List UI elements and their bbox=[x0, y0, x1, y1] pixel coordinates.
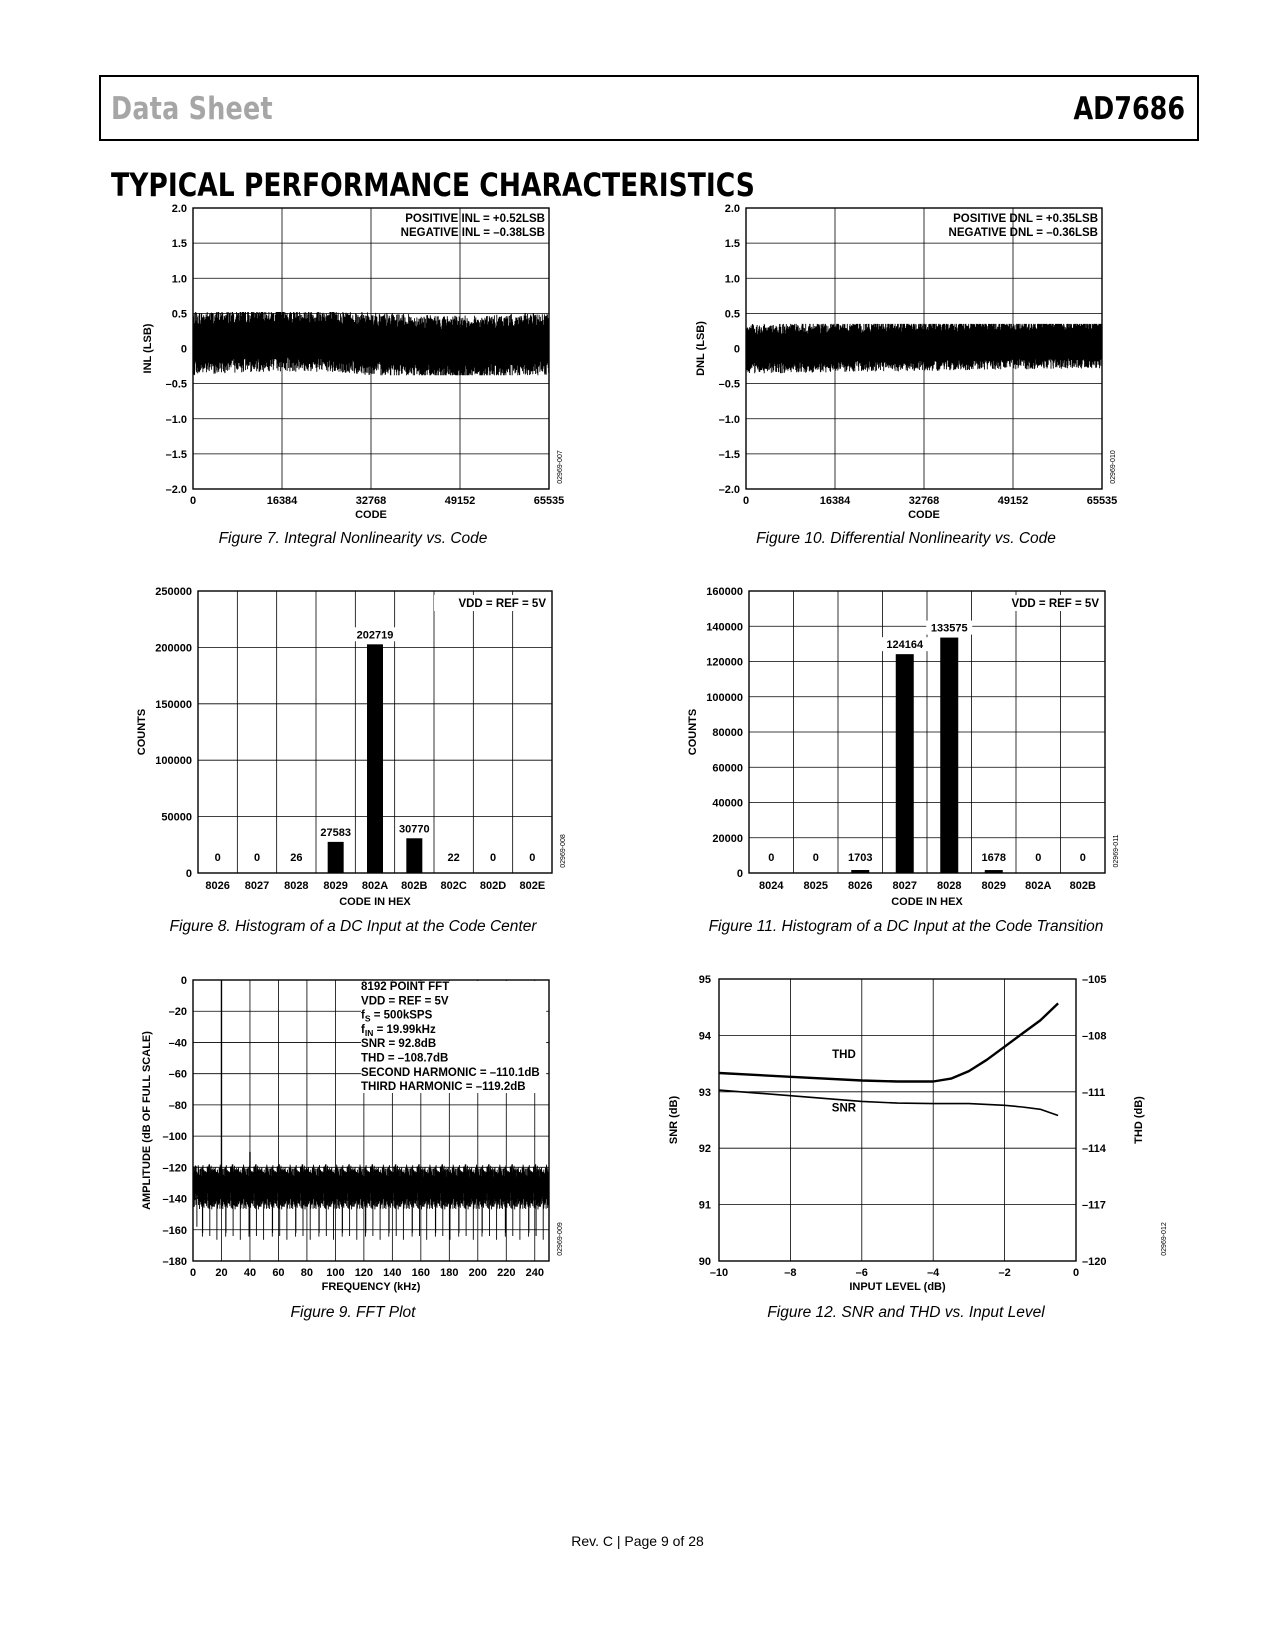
data-label: 0 bbox=[253, 852, 261, 864]
bar bbox=[406, 838, 422, 873]
figure-id-code: 02969-009 bbox=[557, 1222, 564, 1256]
x-tick-label: 160 bbox=[411, 1267, 431, 1279]
figure-7-caption: Figure 7. Integral Nonlinearity vs. Code bbox=[218, 530, 488, 547]
x-tick-label: 49152 bbox=[997, 495, 1029, 507]
data-label: 1678 bbox=[981, 852, 1006, 864]
y-tick-label: 92 bbox=[698, 1143, 711, 1156]
series-line bbox=[746, 324, 1102, 373]
y-axis-label: COUNTS bbox=[687, 708, 699, 756]
figure-8-caption: Figure 8. Histogram of a DC Input at the Code Center bbox=[169, 918, 537, 935]
y-tick-label: 200000 bbox=[155, 642, 192, 655]
x-tick-label: 802A bbox=[1025, 880, 1052, 892]
y-tick-label: 100000 bbox=[155, 755, 192, 768]
y-axis-label: COUNTS bbox=[136, 708, 148, 756]
figure-12-caption: Figure 12. SNR and THD vs. Input Level bbox=[767, 1304, 1045, 1321]
x-tick-label: 240 bbox=[525, 1267, 544, 1279]
y-tick-label: –80 bbox=[168, 1099, 187, 1112]
figure-11-caption: Figure 11. Histogram of a DC Input at the Code Transition bbox=[708, 918, 1104, 935]
bar bbox=[940, 638, 958, 873]
annotation-text: VDD = REF = 5V bbox=[1011, 598, 1099, 610]
page-header bbox=[99, 75, 1199, 141]
bar bbox=[851, 870, 869, 873]
y-tick-label: 93 bbox=[698, 1086, 711, 1099]
y-tick-label: –1.0 bbox=[165, 413, 187, 426]
x-tick-label: 8028 bbox=[284, 880, 309, 892]
y-tick-label: –180 bbox=[162, 1256, 187, 1268]
y-tick-label: –2.0 bbox=[165, 484, 187, 496]
x-axis-label: CODE IN HEX bbox=[891, 896, 963, 908]
x-tick-label: 8024 bbox=[759, 880, 784, 892]
series-snr-line bbox=[719, 1090, 1058, 1115]
bar bbox=[896, 654, 914, 873]
data-label: 202719 bbox=[356, 629, 394, 642]
data-label: 27583 bbox=[320, 826, 351, 839]
y-tick-label: –1.0 bbox=[718, 413, 740, 426]
y-tick-label: 160000 bbox=[706, 586, 743, 598]
figure-id-code: 02969-008 bbox=[560, 834, 567, 868]
x-tick-label: 49152 bbox=[444, 495, 476, 507]
plot-frame bbox=[719, 979, 1076, 1261]
x-tick-label: 32768 bbox=[355, 495, 387, 507]
annotation-text: $f_S$ = 500kSPS bbox=[361, 1009, 433, 1024]
x-tick-label: 200 bbox=[468, 1267, 487, 1279]
annotation-text: VDD = REF = 5V bbox=[458, 598, 546, 610]
data-label: 133575 bbox=[930, 622, 968, 635]
header-doc-type: Data Sheet bbox=[111, 91, 273, 127]
x-tick-label: 8026 bbox=[205, 880, 230, 892]
y-axis-label: AMPLITUDE (dB OF FULL SCALE) bbox=[141, 1031, 153, 1210]
y-tick-label: –100 bbox=[162, 1131, 187, 1144]
series-line bbox=[193, 312, 549, 375]
x-tick-label: 802A bbox=[361, 880, 389, 892]
y-tick-label: 250000 bbox=[155, 586, 192, 598]
data-label: 26 bbox=[290, 852, 303, 864]
figure-id-code: 02969-011 bbox=[1113, 834, 1120, 868]
y-tick-label: 1.0 bbox=[171, 273, 187, 286]
y-tick-label: 20000 bbox=[712, 832, 743, 845]
data-label: 0 bbox=[1035, 852, 1042, 864]
x-tick-label: 0 bbox=[742, 495, 750, 507]
figure-10-caption: Figure 10. Differential Nonlinearity vs. Code bbox=[756, 530, 1056, 547]
bar bbox=[985, 870, 1003, 873]
x-axis-label: FREQUENCY (kHz) bbox=[321, 1281, 421, 1293]
x-tick-label: 60 bbox=[272, 1267, 285, 1279]
figure-9-fft-chart bbox=[130, 970, 590, 1300]
x-tick-label: 80 bbox=[300, 1267, 314, 1279]
y-tick-label: 0 bbox=[736, 868, 743, 880]
annotation-text: POSITIVE INL = +0.52LSB bbox=[405, 213, 545, 225]
x-tick-label: 802E bbox=[519, 880, 546, 892]
x-tick-label: –6 bbox=[855, 1267, 868, 1279]
y-tick-label: –120 bbox=[162, 1162, 187, 1175]
data-label: 124164 bbox=[886, 639, 924, 652]
annotation-text: SNR = 92.8dB bbox=[361, 1038, 437, 1051]
x-tick-label: –10 bbox=[709, 1267, 729, 1279]
figure-id-code: 02969-007 bbox=[557, 450, 564, 484]
annotation-text: NEGATIVE INL = –0.38LSB bbox=[400, 227, 545, 239]
x-tick-label: 16384 bbox=[266, 495, 298, 507]
x-tick-label: 802B bbox=[1069, 880, 1096, 892]
x-axis-label: CODE bbox=[908, 509, 940, 521]
x-tick-label: 20 bbox=[215, 1267, 228, 1279]
section-title: TYPICAL PERFORMANCE CHARACTERISTICS bbox=[111, 166, 755, 204]
figure-id-code: 02969-010 bbox=[1110, 450, 1117, 484]
series-line bbox=[193, 1164, 549, 1240]
x-tick-label: 16384 bbox=[819, 495, 851, 507]
x-tick-label: 100 bbox=[326, 1267, 345, 1279]
figure-7-inl-chart bbox=[130, 200, 590, 530]
data-label: 0 bbox=[768, 852, 775, 864]
x-tick-label: 140 bbox=[383, 1267, 402, 1279]
y-tick-label: 0.5 bbox=[724, 308, 740, 321]
annotation-text: SECOND HARMONIC = –110.1dB bbox=[361, 1066, 540, 1079]
x-tick-label: 8027 bbox=[244, 880, 270, 892]
x-tick-label: 802D bbox=[479, 880, 507, 892]
x-axis-label: CODE bbox=[355, 509, 387, 521]
y-tick-label: –1.5 bbox=[165, 448, 187, 461]
data-label: 0 bbox=[529, 852, 536, 864]
y-tick-label: –140 bbox=[162, 1193, 187, 1206]
annotation-text: 8192 POINT FFT bbox=[361, 981, 450, 993]
x-tick-label: 802B bbox=[401, 880, 428, 892]
y-tick-label: 40000 bbox=[712, 797, 743, 810]
annotation-text: $f_{IN} = 19.99kHz$ bbox=[361, 1023, 436, 1038]
figure-9-caption: Figure 9. FFT Plot bbox=[290, 1304, 416, 1321]
x-tick-label: 0 bbox=[189, 495, 197, 507]
x-tick-label: 8028 bbox=[937, 880, 962, 892]
y-tick-label: –40 bbox=[168, 1037, 187, 1050]
y-axis-label: DNL (LSB) bbox=[695, 321, 707, 376]
y-tick-label: 2.0 bbox=[171, 203, 187, 215]
x-tick-label: 65535 bbox=[533, 495, 565, 507]
y-tick-label: –2.0 bbox=[718, 484, 740, 496]
y-tick-label: 1.5 bbox=[724, 238, 740, 251]
figure-11-histogram-chart bbox=[680, 582, 1140, 912]
y-tick-label: 120000 bbox=[706, 656, 743, 669]
annotation-text: THIRD HARMONIC = –119.2dB bbox=[361, 1081, 526, 1094]
data-label: 22 bbox=[447, 852, 460, 864]
y-tick-label: 94 bbox=[698, 1030, 711, 1043]
y-tick-label: –160 bbox=[162, 1224, 187, 1237]
y2-tick-label: –120 bbox=[1082, 1256, 1107, 1268]
x-tick-label: 802C bbox=[440, 880, 467, 892]
x-axis-label: CODE IN HEX bbox=[339, 896, 411, 908]
y2-tick-label: –111 bbox=[1082, 1086, 1106, 1099]
y-tick-label: 2.0 bbox=[724, 203, 740, 215]
y-tick-label: 140000 bbox=[706, 621, 743, 634]
y-axis-label: SNR (dB) bbox=[668, 1095, 680, 1145]
y2-tick-label: –105 bbox=[1082, 974, 1107, 986]
data-label: 1703 bbox=[848, 852, 873, 864]
header-part-number: AD7686 bbox=[1073, 91, 1185, 127]
x-tick-label: –2 bbox=[998, 1267, 1011, 1279]
y-tick-label: 91 bbox=[698, 1199, 711, 1212]
figure-12-snr-thd-chart bbox=[660, 970, 1168, 1300]
y-tick-label: 0 bbox=[185, 868, 192, 880]
x-tick-label: 8025 bbox=[803, 880, 828, 892]
annotation-text: NEGATIVE DNL = –0.36LSB bbox=[948, 227, 1098, 239]
x-tick-label: –4 bbox=[927, 1267, 940, 1279]
data-label: 0 bbox=[812, 852, 819, 864]
y-tick-label: –20 bbox=[168, 1006, 187, 1019]
annotation-text: VDD = REF = 5V bbox=[361, 995, 449, 1008]
y-tick-label: 150000 bbox=[155, 698, 192, 711]
figure-10-dnl-chart bbox=[680, 200, 1140, 530]
x-tick-label: 0 bbox=[189, 1267, 197, 1279]
x-tick-label: 0 bbox=[1072, 1267, 1080, 1279]
figure-8-histogram-chart bbox=[130, 582, 590, 912]
bar bbox=[367, 644, 383, 873]
annotation-text: POSITIVE DNL = +0.35LSB bbox=[953, 213, 1098, 225]
x-tick-label: –8 bbox=[784, 1267, 797, 1279]
y-tick-label: 50000 bbox=[161, 811, 192, 824]
data-label: 0 bbox=[214, 852, 221, 864]
y-tick-label: –1.5 bbox=[718, 448, 740, 461]
y-tick-label: 80000 bbox=[712, 727, 743, 739]
y-tick-label: 95 bbox=[698, 974, 711, 986]
y-tick-label: 1.5 bbox=[171, 238, 187, 251]
y2-axis-label: THD (dB) bbox=[1133, 1096, 1145, 1144]
y-tick-label: 1.0 bbox=[724, 273, 740, 286]
grid bbox=[719, 979, 1076, 1261]
y2-tick-label: –114 bbox=[1082, 1143, 1106, 1156]
x-tick-label: 65535 bbox=[1086, 495, 1118, 507]
x-tick-label: 180 bbox=[440, 1267, 459, 1279]
y-tick-label: 0 bbox=[180, 975, 187, 987]
bar bbox=[328, 842, 344, 873]
y2-tick-label: –117 bbox=[1082, 1199, 1106, 1212]
x-axis-label: INPUT LEVEL (dB) bbox=[849, 1281, 946, 1293]
series-label: THD bbox=[832, 1048, 856, 1061]
x-tick-label: 40 bbox=[243, 1267, 257, 1279]
x-tick-label: 8026 bbox=[848, 880, 873, 892]
x-tick-label: 8029 bbox=[981, 880, 1006, 892]
x-tick-label: 220 bbox=[497, 1267, 516, 1279]
figure-id-code: 02969-012 bbox=[1161, 1222, 1168, 1256]
x-tick-label: 120 bbox=[354, 1267, 374, 1279]
data-label: 0 bbox=[1079, 852, 1086, 864]
series-thd-line bbox=[719, 1003, 1058, 1081]
y-tick-label: 100000 bbox=[706, 691, 743, 704]
y-tick-label: 0.5 bbox=[171, 308, 187, 321]
y-tick-label: 0 bbox=[733, 343, 740, 356]
series-label: SNR bbox=[831, 1102, 857, 1115]
annotation-text: THD = –108.7dB bbox=[361, 1052, 449, 1065]
x-tick-label: 8029 bbox=[323, 880, 348, 892]
y-tick-label: –60 bbox=[168, 1068, 187, 1081]
y-tick-label: –0.5 bbox=[165, 378, 187, 391]
data-label: 0 bbox=[489, 852, 497, 864]
y-axis-label: INL (LSB) bbox=[142, 323, 154, 374]
x-tick-label: 8027 bbox=[892, 880, 917, 892]
page-footer: Rev. C | Page 9 of 28 bbox=[571, 1533, 704, 1549]
y-tick-label: 0 bbox=[180, 343, 187, 356]
x-tick-label: 32768 bbox=[908, 495, 940, 507]
y-tick-label: 60000 bbox=[712, 762, 743, 775]
y2-tick-label: –108 bbox=[1082, 1030, 1107, 1043]
data-label: 30770 bbox=[399, 823, 430, 836]
y-tick-label: –0.5 bbox=[718, 378, 740, 391]
y-tick-label: 90 bbox=[698, 1256, 711, 1268]
